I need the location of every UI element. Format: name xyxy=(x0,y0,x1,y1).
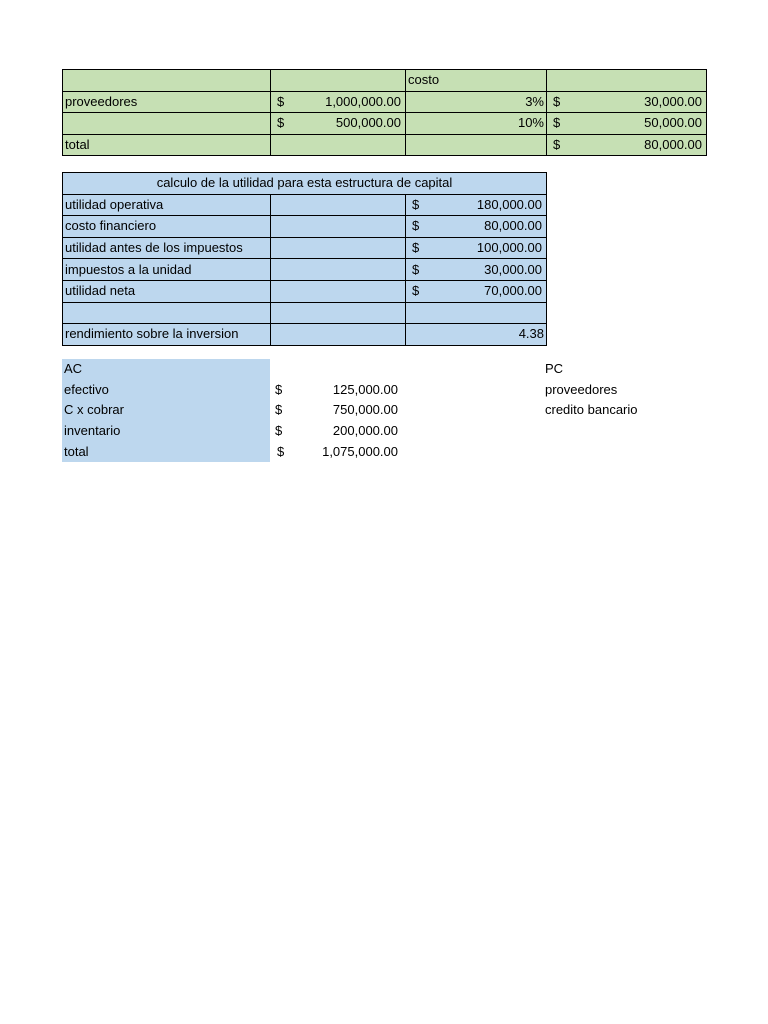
table-row xyxy=(63,134,707,156)
currency-symbol: $ xyxy=(412,218,420,234)
ac-item-label[interactable]: inventario xyxy=(64,423,121,438)
pc-item-label[interactable]: credito bancario xyxy=(545,402,638,417)
row-label[interactable]: utilidad antes de los impuestos xyxy=(63,237,271,259)
rate-cell[interactable]: 10% xyxy=(406,113,547,135)
cost-cell[interactable] xyxy=(547,91,707,113)
table-cell[interactable] xyxy=(406,134,547,156)
currency-symbol: $ xyxy=(277,115,285,131)
table-row xyxy=(63,113,707,135)
currency-symbol: $ xyxy=(412,283,420,299)
table-row xyxy=(63,194,547,216)
currency-symbol: $ xyxy=(275,423,283,438)
rate-cell[interactable]: 3% xyxy=(406,91,547,113)
currency-symbol: $ xyxy=(553,93,561,109)
currency-symbol: $ xyxy=(553,115,561,131)
table-cell[interactable] xyxy=(271,194,406,216)
amount-cell[interactable] xyxy=(406,216,547,238)
table-cell[interactable] xyxy=(271,259,406,281)
currency-symbol: $ xyxy=(277,444,285,459)
table-row xyxy=(63,216,547,238)
table-cell[interactable] xyxy=(547,70,707,92)
table-cell[interactable] xyxy=(63,70,271,92)
amount-value: 100,000.00 xyxy=(476,240,542,256)
table-row xyxy=(63,173,547,195)
pc-title[interactable]: PC xyxy=(545,361,564,376)
costo-header[interactable]: costo xyxy=(406,70,547,92)
ac-item-amount[interactable]: 750,000.00 xyxy=(332,402,398,417)
amount-cell[interactable] xyxy=(271,113,406,135)
table-row xyxy=(63,259,547,281)
amount-cell[interactable] xyxy=(406,194,547,216)
table-row xyxy=(63,302,547,324)
financing-cost-table xyxy=(62,69,707,156)
row-label[interactable]: utilidad neta xyxy=(63,280,271,302)
table-title[interactable]: calculo de la utilidad para esta estructura de capital xyxy=(63,173,547,195)
currency-symbol: $ xyxy=(412,196,420,212)
row-label[interactable]: total xyxy=(63,134,271,156)
row-label[interactable]: utilidad operativa xyxy=(63,194,271,216)
currency-symbol: $ xyxy=(553,137,561,153)
amount-value: 80,000.00 xyxy=(484,218,542,234)
table-cell[interactable] xyxy=(271,70,406,92)
ac-total-amount[interactable]: 1,075,000.00 xyxy=(322,444,398,459)
ac-title[interactable]: AC xyxy=(64,361,83,376)
amount-cell[interactable] xyxy=(406,237,547,259)
table-row xyxy=(63,280,547,302)
amount-value: 500,000.00 xyxy=(335,115,401,131)
table-row xyxy=(63,324,547,346)
cost-value: 80,000.00 xyxy=(644,137,702,153)
currency-symbol: $ xyxy=(412,240,420,256)
ac-item-label[interactable]: efectivo xyxy=(64,382,109,397)
row-label[interactable]: proveedores xyxy=(63,91,271,113)
ac-total-label[interactable]: total xyxy=(64,444,89,459)
ac-item-amount[interactable]: 200,000.00 xyxy=(332,423,398,438)
amount-cell[interactable] xyxy=(406,259,547,281)
cost-cell[interactable] xyxy=(547,113,707,135)
amount-cell[interactable] xyxy=(271,91,406,113)
currency-symbol: $ xyxy=(275,382,283,397)
table-cell[interactable] xyxy=(271,237,406,259)
currency-symbol: $ xyxy=(412,261,420,277)
table-cell[interactable] xyxy=(63,302,271,324)
table-row xyxy=(63,91,707,113)
cost-value: 50,000.00 xyxy=(644,115,702,131)
table-row xyxy=(63,70,707,92)
currency-symbol: $ xyxy=(275,402,283,417)
pc-item-label[interactable]: proveedores xyxy=(545,382,618,397)
amount-value: 30,000.00 xyxy=(484,261,542,277)
row-label[interactable]: costo financiero xyxy=(63,216,271,238)
row-label[interactable] xyxy=(63,113,271,135)
profit-calculation-table xyxy=(62,172,547,346)
amount-cell[interactable] xyxy=(406,280,547,302)
table-cell[interactable] xyxy=(271,216,406,238)
ac-item-label[interactable]: C x cobrar xyxy=(64,402,124,417)
table-cell[interactable] xyxy=(406,302,547,324)
currency-symbol: $ xyxy=(277,93,285,109)
cost-cell[interactable] xyxy=(547,134,707,156)
table-cell[interactable] xyxy=(271,280,406,302)
amount-value: 1,000,000.00 xyxy=(325,93,401,109)
cost-value: 30,000.00 xyxy=(644,93,702,109)
rendimiento-label[interactable]: rendimiento sobre la inversion xyxy=(63,324,271,346)
ac-item-amount[interactable]: 125,000.00 xyxy=(332,382,398,397)
amount-value: 70,000.00 xyxy=(484,283,542,299)
table-row xyxy=(63,237,547,259)
rendimiento-value[interactable]: 4.38 xyxy=(406,324,547,346)
amount-value: 180,000.00 xyxy=(476,196,542,212)
table-cell[interactable] xyxy=(271,324,406,346)
table-cell[interactable] xyxy=(271,134,406,156)
row-label[interactable]: impuestos a la unidad xyxy=(63,259,271,281)
table-cell[interactable] xyxy=(271,302,406,324)
